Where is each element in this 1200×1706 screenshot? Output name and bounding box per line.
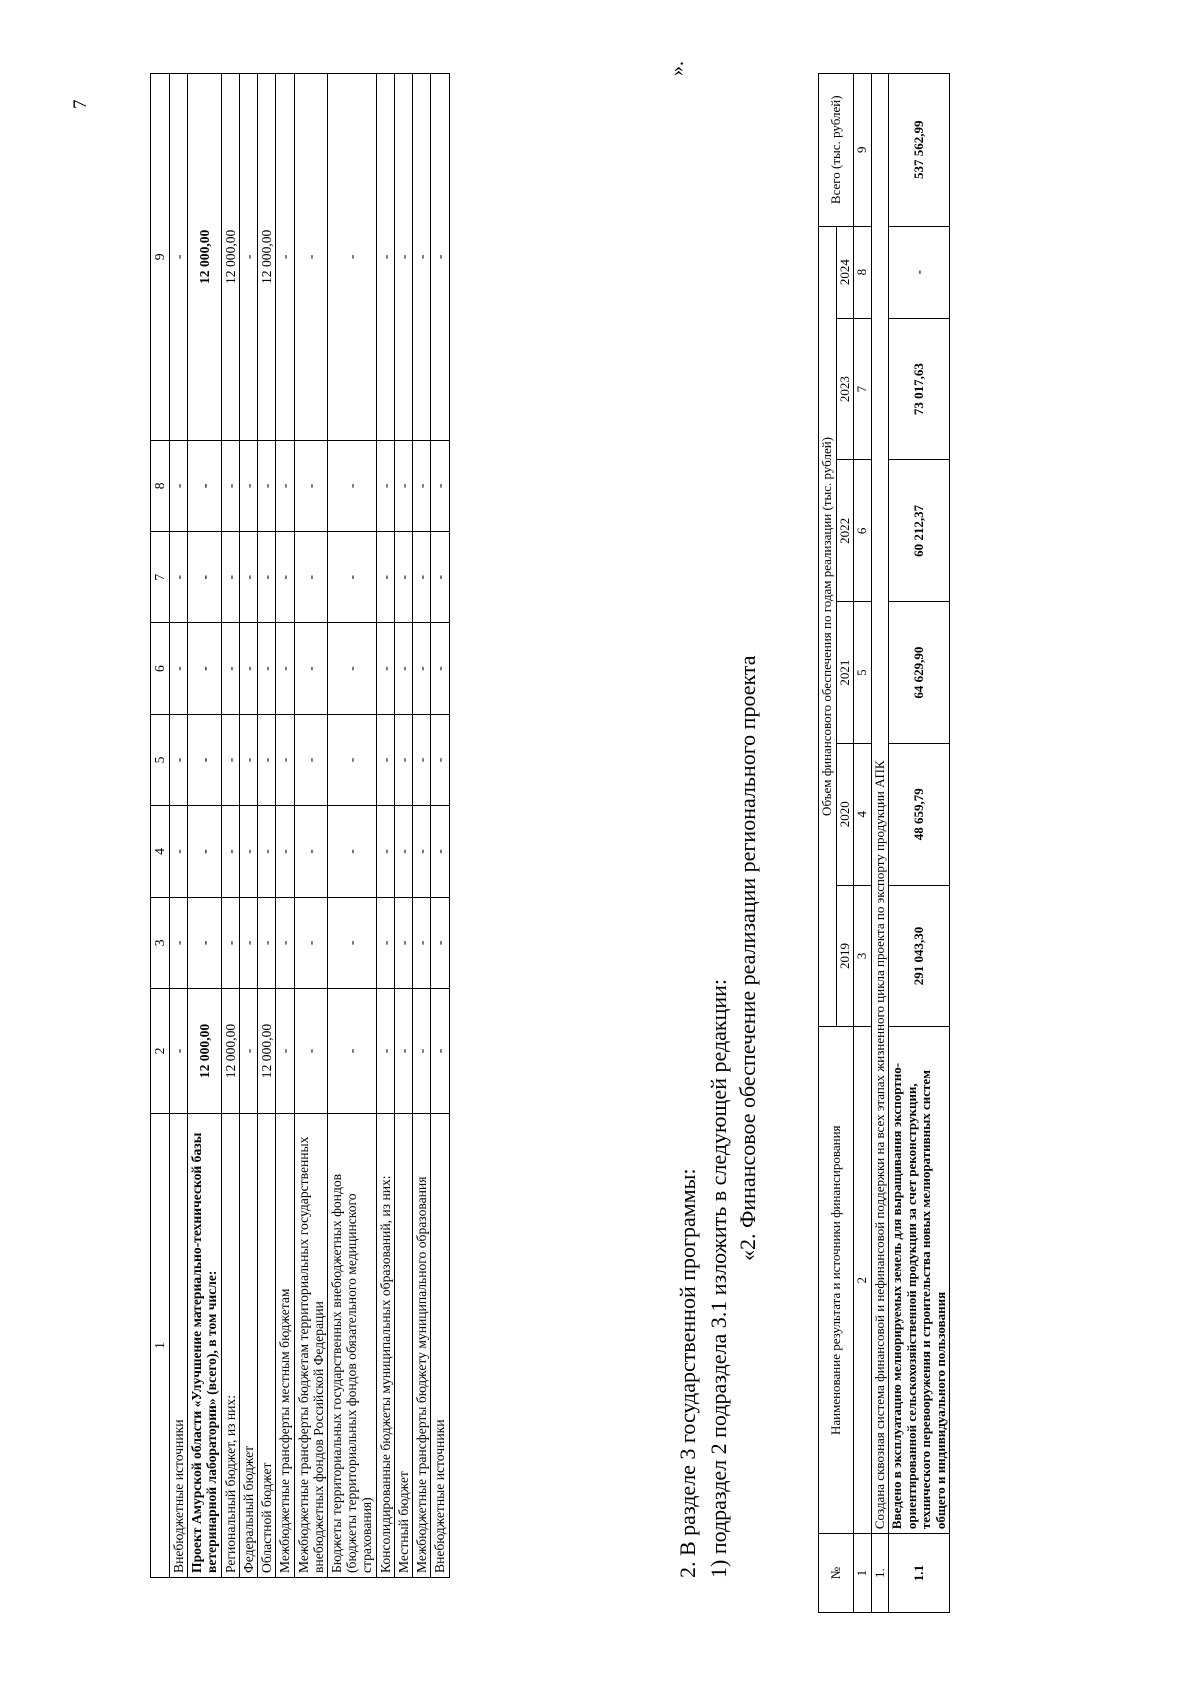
paragraph-section-3: 2. В разделе 3 государственной программы: bbox=[675, 1168, 700, 1578]
value-cell: 12 000,00 bbox=[221, 989, 239, 1114]
value-cell: - bbox=[239, 714, 257, 805]
section-title: Создана сквозная система финансовой и нефинансовой поддержки на всех этапах жизненного цикла проекта по экспорту продукции АПК bbox=[871, 74, 889, 1534]
value-cell: - bbox=[221, 714, 239, 805]
funding-source-label: Региональный бюджет, из них: bbox=[221, 1114, 239, 1578]
value-cell: - bbox=[170, 623, 188, 714]
value-cell: - bbox=[258, 532, 276, 623]
value-cell: - bbox=[276, 989, 294, 1114]
value-cell: - bbox=[170, 714, 188, 805]
value-cell: - bbox=[431, 806, 449, 897]
value-cell: - bbox=[394, 806, 412, 897]
header-year: 2024 bbox=[836, 226, 854, 318]
value-cell: - bbox=[394, 74, 412, 441]
funding-source-label: Межбюджетные трансферты бюджету муниципального образования bbox=[413, 1114, 431, 1578]
funding-table-continued bbox=[150, 73, 450, 1578]
value-cell: - bbox=[276, 74, 294, 441]
value-cell: - bbox=[327, 989, 376, 1114]
table-row bbox=[327, 74, 376, 1578]
value-cell: - bbox=[188, 532, 221, 623]
funding-source-label: Межбюджетные трансферты бюджетам территориальных государственных внебюджетных фондов Российской Федерации bbox=[294, 1114, 327, 1578]
value-cell: - bbox=[413, 714, 431, 805]
header-year: 2021 bbox=[836, 602, 854, 744]
table-row bbox=[188, 74, 221, 1578]
value-cell: - bbox=[327, 74, 376, 441]
value-cell: - bbox=[258, 897, 276, 988]
result-name: Введено в эксплуатацию мелиорируемых земель для выращивания экспортно-ориентированной сельскохозяйственной продукции за счет реконструкции, технического перевооружения и строительства новых мелиоративных систем общего и индивидуального пользования bbox=[889, 1027, 950, 1534]
value-cell: - bbox=[413, 440, 431, 531]
value-cell: - bbox=[394, 440, 412, 531]
value-cell: - bbox=[431, 440, 449, 531]
paragraph-subsection-2: 1) подраздел 2 подраздела 3.1 изложить в следующей редакции: bbox=[706, 978, 731, 1578]
value-cell: - bbox=[276, 806, 294, 897]
value-cell: - bbox=[294, 714, 327, 805]
value-cell: - bbox=[258, 440, 276, 531]
table-row bbox=[258, 74, 276, 1578]
table-row bbox=[413, 74, 431, 1578]
column-number-cell: 1 bbox=[854, 1534, 872, 1613]
value-cell: - bbox=[221, 532, 239, 623]
subsection-heading: «2. Финансовое обеспечение реализации регионального проекта bbox=[735, 655, 760, 1261]
value-cell: - bbox=[239, 532, 257, 623]
table-row bbox=[394, 74, 412, 1578]
value-cell: 12 000,00 bbox=[258, 989, 276, 1114]
column-number-cell: 8 bbox=[854, 226, 872, 318]
value-cell: - bbox=[413, 897, 431, 988]
value-2020: 48 659,79 bbox=[889, 743, 950, 885]
funding-source-label: Бюджеты территориальных государственных внебюджетных фондов (бюджеты территориальных фондов обязательного медицинского страхования) bbox=[327, 1114, 376, 1578]
column-number-cell: 3 bbox=[151, 897, 170, 988]
value-cell: - bbox=[239, 897, 257, 988]
funding-source-label: Областной бюджет bbox=[258, 1114, 276, 1578]
table-row bbox=[376, 74, 394, 1578]
table-row bbox=[294, 74, 327, 1578]
value-cell: - bbox=[376, 897, 394, 988]
column-number-cell: 4 bbox=[854, 743, 872, 885]
funding-source-label: Межбюджетные трансферты местным бюджетам bbox=[276, 1114, 294, 1578]
value-cell: - bbox=[221, 440, 239, 531]
value-cell: - bbox=[431, 989, 449, 1114]
value-cell: - bbox=[327, 806, 376, 897]
header-year: 2020 bbox=[836, 743, 854, 885]
value-cell: - bbox=[188, 714, 221, 805]
value-cell: - bbox=[294, 897, 327, 988]
value-cell: - bbox=[394, 897, 412, 988]
table-row bbox=[239, 74, 257, 1578]
header-number: № bbox=[819, 1534, 854, 1613]
table-header-row bbox=[151, 74, 170, 1578]
value-cell: - bbox=[413, 806, 431, 897]
column-number-cell: 9 bbox=[854, 74, 872, 227]
value-cell: - bbox=[394, 623, 412, 714]
funding-source-label: Внебюджетные источники bbox=[431, 1114, 449, 1578]
funding-source-label: Внебюджетные источники bbox=[170, 1114, 188, 1578]
value-cell: - bbox=[276, 440, 294, 531]
value-cell: - bbox=[394, 714, 412, 805]
value-cell: - bbox=[239, 623, 257, 714]
column-number-cell: 5 bbox=[151, 714, 170, 805]
funding-source-label: Местный бюджет bbox=[394, 1114, 412, 1578]
value-cell: - bbox=[258, 806, 276, 897]
value-cell: - bbox=[294, 806, 327, 897]
value-cell: 12 000,00 bbox=[188, 74, 221, 441]
value-cell: - bbox=[221, 897, 239, 988]
regional-project-funding-table bbox=[818, 73, 950, 1613]
value-cell: - bbox=[258, 714, 276, 805]
header-volume: Объем финансового обеспечения по годам реализации (тыс. рублей) bbox=[819, 226, 837, 1027]
header-year: 2023 bbox=[836, 318, 854, 460]
value-cell: - bbox=[239, 989, 257, 1114]
value-cell: - bbox=[376, 74, 394, 441]
row-number: 1.1 bbox=[889, 1534, 950, 1613]
header-year: 2022 bbox=[836, 460, 854, 602]
column-number-cell: 8 bbox=[151, 440, 170, 531]
value-2024: - bbox=[889, 226, 950, 318]
value-cell: - bbox=[413, 74, 431, 441]
value-cell: - bbox=[276, 623, 294, 714]
funding-source-label: Проект Амурской области «Улучшение материально-технической базы ветеринарной лаборатории» (всего), в том числе: bbox=[188, 1114, 221, 1578]
table-row bbox=[276, 74, 294, 1578]
header-total: Всего (тыс. рублей) bbox=[819, 74, 854, 227]
column-number-cell: 9 bbox=[151, 74, 170, 441]
value-cell: - bbox=[170, 440, 188, 531]
value-cell: 12 000,00 bbox=[258, 74, 276, 441]
value-cell: - bbox=[239, 74, 257, 441]
value-cell: - bbox=[376, 806, 394, 897]
column-number-cell: 2 bbox=[151, 989, 170, 1114]
value-cell: - bbox=[170, 897, 188, 988]
value-2022: 60 212,37 bbox=[889, 460, 950, 602]
value-cell: - bbox=[376, 989, 394, 1114]
value-cell: - bbox=[327, 440, 376, 531]
value-cell: - bbox=[294, 440, 327, 531]
value-cell: - bbox=[188, 897, 221, 988]
funding-source-label: Консолидированные бюджеты муниципальных образований, из них: bbox=[376, 1114, 394, 1578]
value-cell: - bbox=[276, 714, 294, 805]
value-cell: - bbox=[276, 897, 294, 988]
value-cell: - bbox=[276, 532, 294, 623]
value-cell: 12 000,00 bbox=[188, 989, 221, 1114]
value-cell: - bbox=[431, 623, 449, 714]
column-number-cell: 4 bbox=[151, 806, 170, 897]
value-cell: 12 000,00 bbox=[221, 74, 239, 441]
value-cell: - bbox=[376, 623, 394, 714]
value-cell: - bbox=[394, 989, 412, 1114]
value-cell: - bbox=[431, 532, 449, 623]
header-result-name: Наименование результата и источники финансирования bbox=[819, 1027, 854, 1534]
value-cell: - bbox=[413, 623, 431, 714]
column-number-cell: 2 bbox=[854, 1027, 872, 1534]
value-cell: - bbox=[431, 74, 449, 441]
value-cell: - bbox=[294, 623, 327, 714]
value-2021: 64 629,90 bbox=[889, 602, 950, 744]
value-cell: - bbox=[294, 74, 327, 441]
value-cell: - bbox=[327, 897, 376, 988]
value-2019: 291 043,30 bbox=[889, 885, 950, 1027]
value-cell: - bbox=[239, 440, 257, 531]
value-cell: - bbox=[394, 532, 412, 623]
value-cell: - bbox=[413, 532, 431, 623]
value-cell: - bbox=[413, 989, 431, 1114]
table-row bbox=[431, 74, 449, 1578]
page-number: 7 bbox=[70, 99, 91, 109]
value-cell: - bbox=[170, 806, 188, 897]
value-cell: - bbox=[221, 806, 239, 897]
value-cell: - bbox=[294, 532, 327, 623]
value-cell: - bbox=[327, 714, 376, 805]
value-cell: - bbox=[376, 440, 394, 531]
column-number-cell: 1 bbox=[151, 1114, 170, 1578]
closing-quote-mark: ». bbox=[666, 61, 688, 76]
value-cell: - bbox=[376, 714, 394, 805]
value-total: 537 562,99 bbox=[889, 74, 950, 227]
value-2023: 73 017,63 bbox=[889, 318, 950, 460]
column-number-cell: 5 bbox=[854, 602, 872, 744]
column-number-cell: 7 bbox=[854, 318, 872, 460]
header-year: 2019 bbox=[836, 885, 854, 1027]
funding-source-label: Федеральный бюджет bbox=[239, 1114, 257, 1578]
value-cell: - bbox=[431, 897, 449, 988]
table-row bbox=[221, 74, 239, 1578]
table-row bbox=[170, 74, 188, 1578]
value-cell: - bbox=[258, 623, 276, 714]
column-number-cell: 6 bbox=[151, 623, 170, 714]
value-cell: - bbox=[239, 806, 257, 897]
value-cell: - bbox=[327, 623, 376, 714]
value-cell: - bbox=[188, 623, 221, 714]
column-number-cell: 7 bbox=[151, 532, 170, 623]
value-cell: - bbox=[188, 440, 221, 531]
value-cell: - bbox=[170, 532, 188, 623]
column-number-cell: 6 bbox=[854, 460, 872, 602]
value-cell: - bbox=[170, 74, 188, 441]
value-cell: - bbox=[188, 806, 221, 897]
value-cell: - bbox=[327, 532, 376, 623]
value-cell: - bbox=[170, 989, 188, 1114]
value-cell: - bbox=[431, 714, 449, 805]
value-cell: - bbox=[294, 989, 327, 1114]
value-cell: - bbox=[221, 623, 239, 714]
section-number: 1. bbox=[871, 1534, 889, 1613]
value-cell: - bbox=[376, 532, 394, 623]
column-number-cell: 3 bbox=[854, 885, 872, 1027]
